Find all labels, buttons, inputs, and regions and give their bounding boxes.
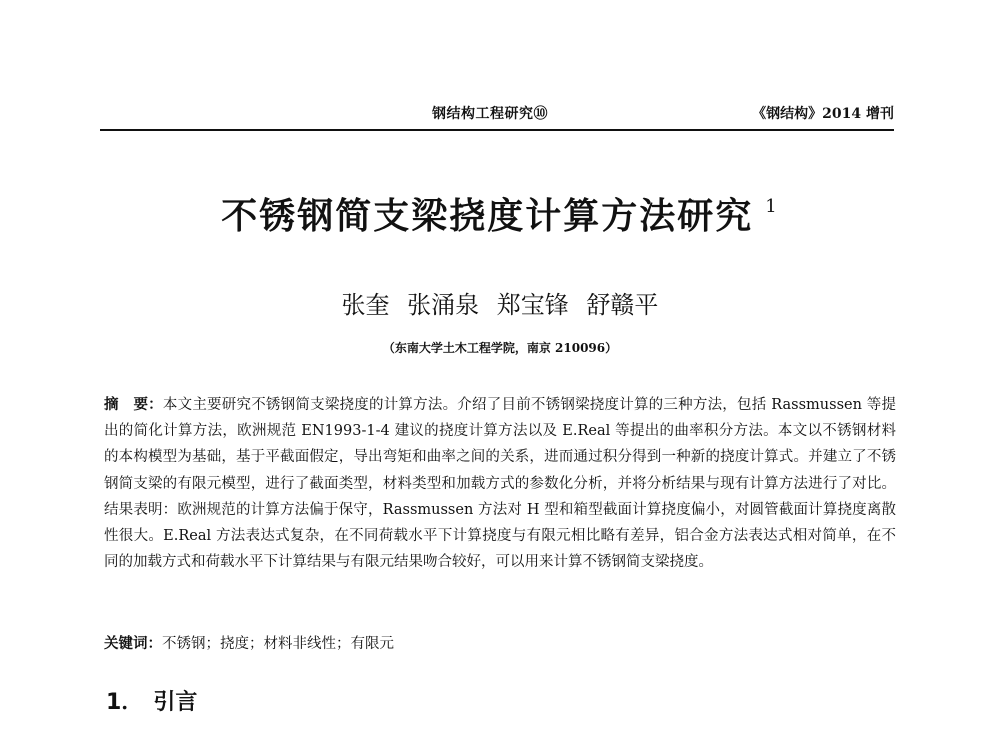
abstract-label: 摘 要： [104,396,163,413]
abstract [104,392,896,575]
header-series-title: 钢结构工程研究⑩ [432,106,548,122]
section-title: 引言 [153,690,198,715]
header-journal-issue: 《钢结构》2014 增刊 [752,106,894,122]
keywords-text: 不锈钢；挠度；材料非线性；有限元 [162,636,394,652]
author-list: 张奎 张涌泉 郑宝锋 舒赣平 [341,291,659,319]
keywords [104,631,896,657]
keywords-label: 关键词： [104,635,162,652]
section-number: 1． [106,690,144,715]
section-heading-introduction [106,685,197,716]
paper-title [0,188,1000,239]
author-affiliation: （东南大学土木工程学院，南京 210096） [382,341,618,355]
abstract-text: 本文主要研究不锈钢简支梁挠度的计算方法。介绍了目前不锈钢梁挠度计算的三种方法，包括 Rassmussen 等提出的简化计算方法，欧洲规范 EN1993-1-4 建议的挠度计算方法以及 E.Real 等提出的曲率积分方法。本文以不锈钢材料的本构模型为基础，基于平截面假定，导出弯矩和曲率之间的关系，进而通过积分得到一种新的挠度计算式。并建立了不锈钢简支梁的有限元模型，进行了截面类型，材料类型和加载方式的参数化分析，并将分析结果与现有计算方法进行了对比。结果表明：欧洲规范的计算方法偏于保守，Rassmussen 方法对 H 型和箱型截面计算挠度偏小，对圆管截面计算挠度离散性很大。E.Real 方法表达式复杂，在不同荷载水平下计算挠度与有限元相比略有差异，铝合金方法表达式相对简单，在不同的加载方式和荷载水平下计算结果与有限元结果吻合较好，可以用来计算不锈钢简支梁挠度。 [104,397,896,571]
title-footnote-marker: 1 [765,196,779,217]
running-header [100,99,894,131]
paper-title-text: 不锈钢简支梁挠度计算方法研究 [221,196,754,237]
